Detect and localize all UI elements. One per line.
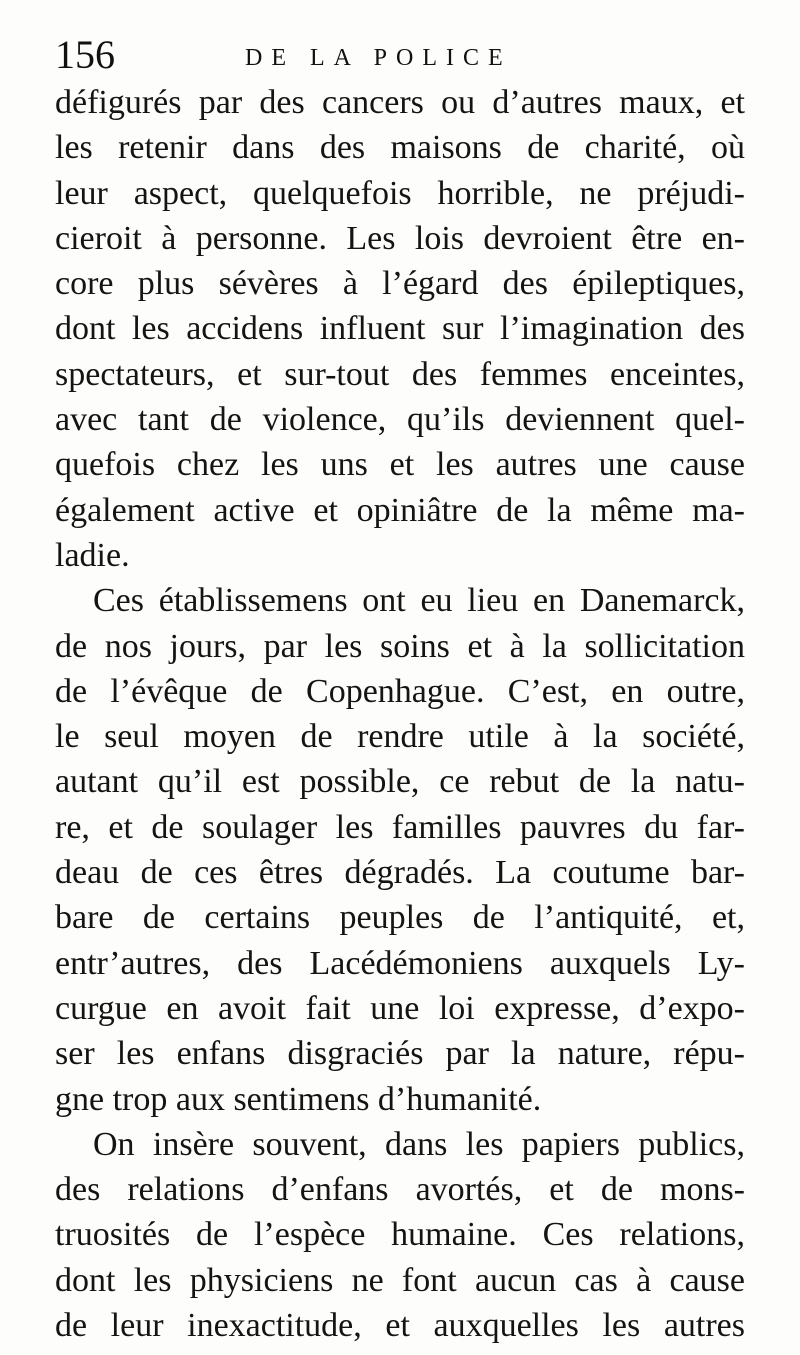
text-line: cieroit à personne. Les lois devroient être en- xyxy=(55,219,745,257)
paragraph xyxy=(55,1122,745,1348)
text-line: core plus sévères à l’égard des épileptiques, xyxy=(55,265,745,303)
text-line: des relations d’enfans avortés, et de mons- xyxy=(55,1171,745,1209)
text-line: Ces établissemens ont eu lieu en Danemarck, xyxy=(93,582,745,620)
text-line: autant qu’il est possible, ce rebut de la natu- xyxy=(55,763,745,801)
text-line: défigurés par des cancers ou d’autres maux, et xyxy=(55,84,745,121)
text-line: entr’autres, des Lacédémoniens auxquels Ly- xyxy=(55,944,745,982)
page-number: 156 xyxy=(55,32,115,77)
text-line: leur aspect, quelquefois horrible, ne préjudi- xyxy=(55,174,745,212)
text-line: deau de ces êtres dégradés. La coutume bar- xyxy=(55,854,745,892)
text-line: curgue en avoit fait une loi expresse, d’expo- xyxy=(55,989,745,1027)
text-line: de nos jours, par les soins et à la sollicitation xyxy=(55,627,745,665)
text-line: spectateurs, et sur-tout des femmes enceintes, xyxy=(55,355,745,393)
text-line: gne trop aux sentimens d’humanité. xyxy=(55,1080,542,1118)
text-line: ladie. xyxy=(55,536,130,574)
paragraph xyxy=(55,80,745,578)
text-line: de l’évêque de Copenhague. C’est, en outre, xyxy=(55,672,745,710)
paragraph xyxy=(55,578,745,1122)
text-line: bare de certains peuples de l’antiquité, et, xyxy=(55,899,745,937)
text-line: les retenir dans des maisons de charité, où xyxy=(55,129,745,167)
text-line: avec tant de violence, qu’ils deviennent quel- xyxy=(55,401,745,439)
text-line: On insère souvent, dans les papiers publics, xyxy=(93,1125,745,1163)
running-head: DE LA POLICE xyxy=(245,45,512,71)
text-line: dont les physiciens ne font aucun cas à cause xyxy=(55,1261,745,1299)
text-line: de leur inexactitude, et auxquelles les autres xyxy=(55,1307,745,1345)
page-header xyxy=(55,30,755,80)
text-line: dont les accidens influent sur l’imagination des xyxy=(55,310,745,348)
text-line: re, et de soulager les familles pauvres du far- xyxy=(55,808,745,846)
text-line: ser les enfans disgraciés par la nature, répu- xyxy=(55,1035,745,1073)
text-line: quefois chez les uns et les autres une cause xyxy=(55,446,745,484)
text-line: le seul moyen de rendre utile à la société, xyxy=(55,718,745,756)
body-text xyxy=(55,80,745,1348)
text-line: truosités de l’espèce humaine. Ces relations, xyxy=(55,1216,745,1254)
text-line: également active et opiniâtre de la même ma- xyxy=(55,491,745,529)
